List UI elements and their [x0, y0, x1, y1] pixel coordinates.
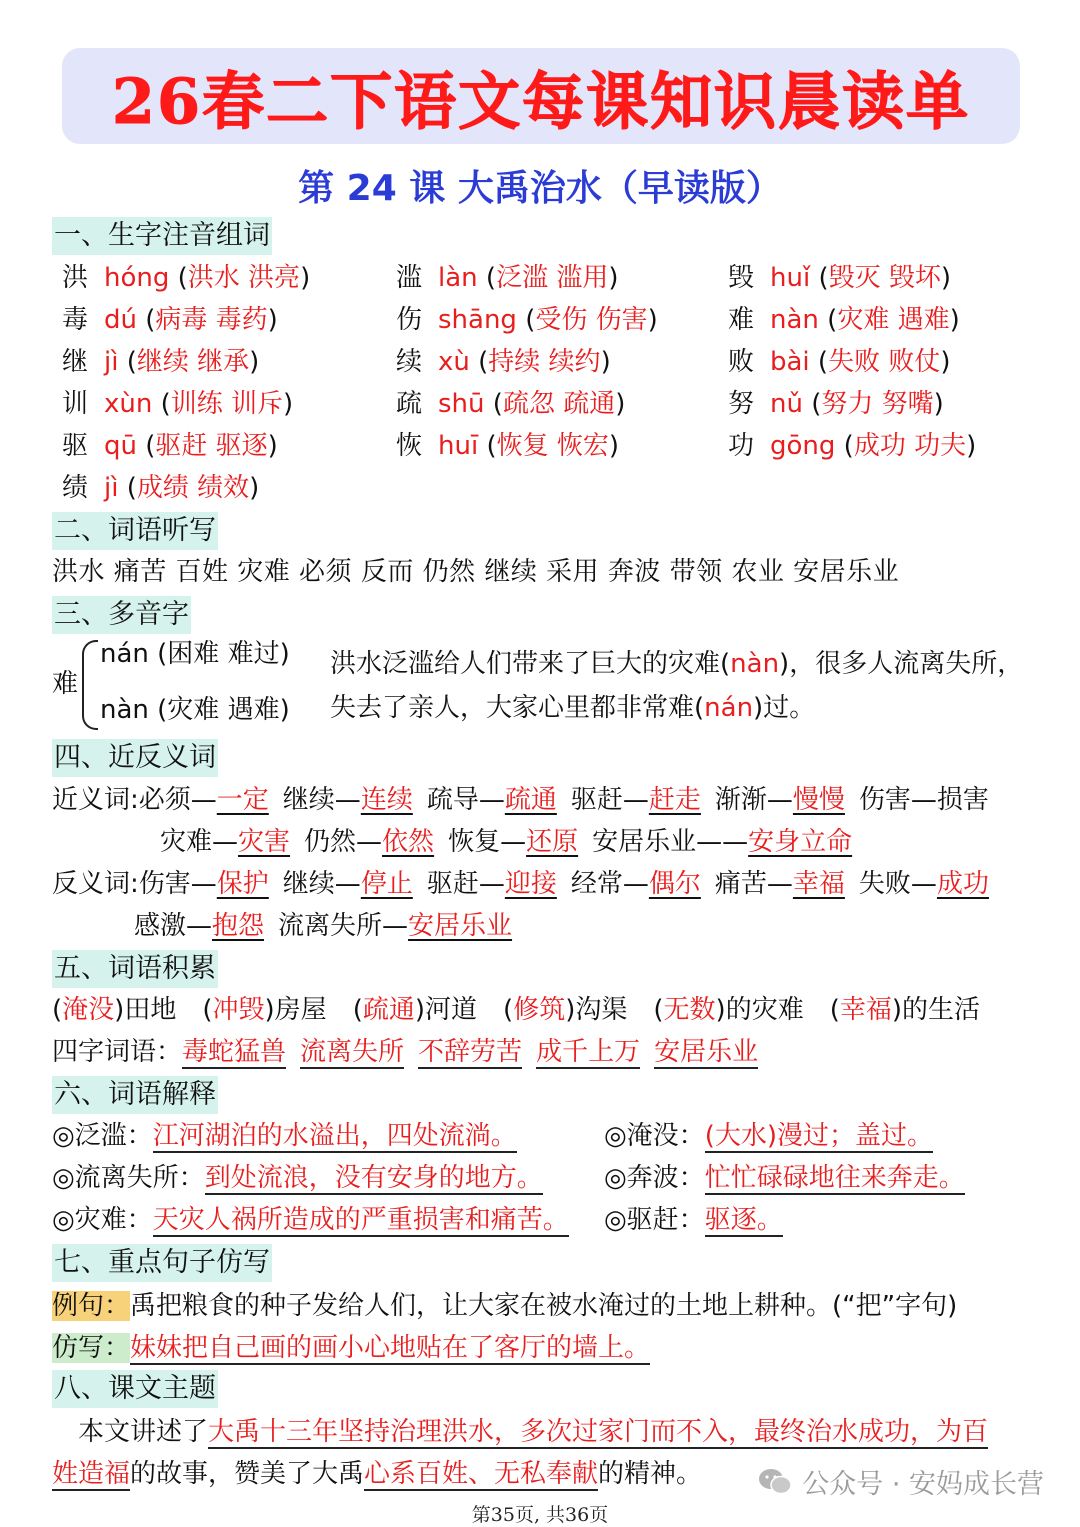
char-entry [62, 260, 310, 296]
word: 流离失所— [278, 911, 409, 941]
char-entry [396, 344, 611, 380]
char-entry [728, 386, 944, 422]
definition: 江河湖泊的水溢出，四处流淌。 [152, 1121, 517, 1151]
definition: 到处流浪，没有安身的地方。 [204, 1163, 543, 1193]
paren: ( [152, 389, 171, 419]
antonyms-line-1 [52, 866, 1003, 902]
character: 伤 [396, 305, 423, 335]
word-accumulation-line [52, 992, 1006, 1028]
synonym-pair [139, 785, 269, 815]
watermark-text: 公众号 · 安妈成长营 [802, 1469, 1044, 1500]
character: 驱 [62, 431, 89, 461]
character: 训 [62, 389, 89, 419]
theme-line-2 [52, 1456, 702, 1492]
character: 疏 [396, 389, 423, 419]
paren: ) [264, 995, 275, 1025]
paren: ) [615, 389, 626, 419]
word: 的灾难 [725, 995, 804, 1025]
example-words: 受伤 伤害 [535, 305, 648, 335]
pinyin: hóng [104, 263, 170, 293]
word: 感激— [134, 911, 213, 941]
paren: ( [484, 389, 503, 419]
idiom: 不辞劳苦 [418, 1037, 523, 1067]
paren: ( [52, 995, 63, 1025]
paren: ) [940, 263, 952, 293]
word: 田地 [124, 995, 177, 1025]
theme-text: 本文讲述了 [78, 1417, 209, 1447]
polyphone-reading-1 [100, 636, 290, 672]
example-words: 泛滥 滥用 [496, 263, 609, 293]
word: 渐渐— [714, 785, 793, 815]
idiom-line [52, 1034, 772, 1070]
title-part-1: 26春二下语文 [111, 64, 523, 138]
paren: ) [891, 995, 903, 1025]
antonym-pair [134, 911, 264, 941]
imitation-text: 妹妹把自己画的画小心地贴在了客厅的墙上。 [130, 1333, 651, 1363]
pinyin: huī [438, 431, 479, 461]
words: (灾难 遇难) [157, 695, 290, 725]
word: 驱赶— [570, 785, 649, 815]
pinyin: nán [100, 639, 149, 669]
answer-word: 安居乐业 [408, 911, 513, 941]
antonym-pair [427, 869, 557, 899]
paren: ) [267, 305, 278, 335]
paren: ( [653, 995, 664, 1025]
answer-word: 保护 [216, 869, 269, 899]
character: 续 [396, 347, 423, 377]
synonym-pair [160, 827, 290, 857]
definition-row [52, 1202, 569, 1238]
example-label: 例句： [52, 1291, 131, 1321]
synonym-pair [304, 827, 434, 857]
answer-word: 疏通 [504, 785, 557, 815]
imitation-label: 仿写： [52, 1333, 131, 1363]
definition-row [52, 1160, 543, 1196]
example-words: 继续 继承 [136, 347, 250, 377]
collocation [830, 995, 980, 1025]
page-number: 第35页, 共36页 [471, 1504, 609, 1526]
pinyin: huǐ [770, 263, 811, 293]
answer-word: 停止 [360, 869, 413, 899]
section-4-heading: 四、近反义词 [52, 739, 218, 777]
word: 灾难— [160, 827, 239, 857]
character: 继 [62, 347, 89, 377]
collocation [653, 995, 803, 1025]
idiom: 流离失所 [300, 1037, 405, 1067]
collocation [202, 995, 326, 1025]
definition: 天灾人祸所造成的严重损害和痛苦。 [152, 1205, 569, 1235]
term: ◎奔波： [604, 1163, 705, 1193]
paren: ) [267, 431, 278, 461]
collocation [503, 995, 627, 1025]
word: 经常— [570, 869, 649, 899]
paren: ( [118, 347, 137, 377]
word: 伤害— [138, 869, 217, 899]
definition-row [604, 1202, 783, 1238]
title-part-2: 每课知识晨读单 [522, 64, 971, 138]
answer-word: 还原 [526, 827, 579, 857]
example-words: 灾难 遇难 [837, 305, 950, 335]
char-entry [62, 470, 259, 506]
char-entry [396, 302, 658, 338]
polyphone-char: 难 [52, 669, 79, 699]
example-words: 恢复 恢宏 [496, 431, 609, 461]
antonym-pair [283, 869, 413, 899]
brace [82, 640, 98, 730]
example-words: 驱赶 驱逐 [155, 431, 268, 461]
section-3-heading: 三、多音字 [52, 596, 191, 634]
synonym-pair [715, 785, 845, 815]
synonyms-line-1 [52, 782, 1003, 818]
paren: ( [809, 347, 829, 377]
character: 绩 [62, 473, 89, 503]
theme-answer: 心系百姓、无私奉献 [364, 1459, 599, 1489]
pinyin: nǔ [770, 389, 803, 419]
term: ◎淹没： [604, 1121, 705, 1151]
idiom: 成千上万 [536, 1037, 641, 1067]
antonym-pair [278, 911, 512, 941]
word: 继续— [282, 869, 361, 899]
pinyin: jì [104, 473, 119, 503]
page-title [62, 48, 1020, 144]
answer-word: 灾害 [238, 827, 291, 857]
paren: ) [114, 995, 125, 1025]
char-entry [396, 428, 619, 464]
paren: ( [352, 995, 363, 1025]
antonym-pair [715, 869, 845, 899]
paren: ) [608, 263, 619, 293]
pinyin: qū [104, 431, 137, 461]
paren: ) [565, 995, 576, 1025]
term: ◎流离失所： [52, 1163, 205, 1193]
paren: ) [933, 389, 944, 419]
character: 毁 [728, 263, 755, 293]
answer-word: 偶尔 [648, 869, 701, 899]
paren: ( [503, 995, 514, 1025]
example-words: 训练 训斥 [170, 389, 284, 419]
paren: ( [477, 263, 497, 293]
paren: ) [600, 347, 611, 377]
lesson-subtitle: 第 24 课 大禹治水（早读版） [298, 168, 782, 209]
answer-word: 慢慢 [792, 785, 845, 815]
section-6-heading: 六、词语解释 [52, 1076, 218, 1114]
answer-word: 依然 [382, 827, 435, 857]
answer-word: 幸福 [792, 869, 845, 899]
antonym-pair [859, 869, 989, 899]
character: 洪 [62, 263, 89, 293]
paren: ) [249, 347, 260, 377]
character: 难 [728, 305, 755, 335]
paren: ( [202, 995, 213, 1025]
answer-word: 迎接 [504, 869, 557, 899]
paren: ) [949, 305, 960, 335]
pinyin: shū [438, 389, 485, 419]
example-words: 疏忽 疏通 [502, 389, 616, 419]
sentence-text: )，很多人流离失所， [779, 649, 1024, 679]
answer-word: 安身立命 [748, 827, 853, 857]
character: 功 [728, 431, 755, 461]
paren: ( [818, 305, 838, 335]
character: 败 [728, 347, 755, 377]
paren: ) [249, 473, 260, 503]
synonym-pair [448, 827, 578, 857]
word: 仍然— [304, 827, 383, 857]
theme-line-1 [78, 1414, 988, 1450]
paren: ( [118, 473, 137, 503]
paren: ( [136, 431, 156, 461]
theme-answer: 姓造福 [52, 1459, 131, 1489]
example-words: 努力 努嘴 [821, 389, 934, 419]
character: 滥 [396, 263, 423, 293]
example-words: 洪水 洪亮 [187, 263, 301, 293]
paren: ) [283, 389, 294, 419]
example-words: 毁灭 毁坏 [828, 263, 941, 293]
definition: (大水)漫过；盖过。 [704, 1121, 933, 1151]
paren: ) [966, 431, 977, 461]
section-8-heading: 八、课文主题 [52, 1370, 218, 1408]
example-words: 失败 败仗 [828, 347, 941, 377]
collocation [52, 995, 176, 1025]
term: ◎驱赶： [604, 1205, 705, 1235]
theme-text: 的故事，赞美了大禹 [130, 1459, 365, 1489]
paren: ( [169, 263, 188, 293]
paren: ) [715, 995, 726, 1025]
example-sentence-row [52, 1286, 957, 1326]
char-entry [396, 260, 618, 296]
pinyin-answer: nán [704, 693, 754, 723]
paren: ) [647, 305, 658, 335]
char-entry [62, 386, 293, 422]
paren: ) [414, 995, 426, 1025]
paren: ( [810, 263, 829, 293]
antonyms-line-2 [134, 908, 526, 944]
synonym-pair [427, 785, 557, 815]
paren: ( [136, 305, 156, 335]
idiom: 毒蛇猛兽 [182, 1037, 287, 1067]
word: 河道 [425, 995, 478, 1025]
antonym-pair [139, 869, 269, 899]
answer-word: 一定 [216, 785, 269, 815]
pinyin: xù [438, 347, 470, 377]
example-words: 成功 功夫 [853, 431, 967, 461]
collocation [353, 995, 477, 1025]
idiom-label: 四字词语： [52, 1037, 183, 1067]
answer-word: 抱怨 [212, 911, 265, 941]
antonym-label: 反义词: [52, 869, 139, 899]
term: ◎灾难： [52, 1205, 153, 1235]
pinyin: làn [438, 263, 478, 293]
paren: ( [478, 431, 497, 461]
word: 痛苦— [714, 869, 793, 899]
char-entry [728, 428, 976, 464]
word: 沟渠 [575, 995, 628, 1025]
char-entry [396, 386, 625, 422]
imitation-row [52, 1328, 650, 1368]
watermark [758, 1462, 1044, 1501]
sentence-text: 失去了亲人，大家心里都非常难( [330, 693, 705, 723]
synonym-pair [283, 785, 413, 815]
word: 必须— [138, 785, 217, 815]
char-entry [728, 344, 951, 380]
answer-word: 淹没 [62, 995, 115, 1025]
word: 继续— [282, 785, 361, 815]
paren: ( [802, 389, 822, 419]
pinyin: xùn [104, 389, 153, 419]
definition-row [52, 1118, 517, 1154]
dictation-words: 洪水 痛苦 百姓 灾难 必须 反而 仍然 继续 采用 奔波 带领 农业 安居乐业 [52, 557, 900, 587]
synonym-pair [592, 827, 852, 857]
term: ◎泛滥： [52, 1121, 153, 1151]
theme-answer: 大禹十三年坚持治理洪水，多次过家门而不入，最终治水成功，为百 [208, 1417, 989, 1447]
synonyms-line-2 [160, 824, 866, 860]
word: 安居乐业—— [592, 827, 749, 857]
char-entry [62, 428, 278, 464]
word: 的生活 [902, 995, 981, 1025]
sentence-text: 洪水泛滥给人们带来了巨大的灾难( [330, 649, 731, 679]
pinyin: nàn [770, 305, 819, 335]
character: 毒 [62, 305, 89, 335]
pinyin: gōng [770, 431, 836, 461]
answer-word: 赶走 [648, 785, 701, 815]
paren: ) [608, 431, 620, 461]
paren: ( [469, 347, 489, 377]
words: (困难 难过) [157, 639, 290, 669]
word: 驱赶— [426, 869, 505, 899]
char-entry [728, 302, 960, 338]
paren: ) [940, 347, 951, 377]
section-2-heading: 二、词语听写 [52, 512, 218, 550]
definition-row [604, 1160, 965, 1196]
answer-word: 疏通 [362, 995, 415, 1025]
antonym-pair [571, 869, 701, 899]
char-entry [62, 344, 259, 380]
char-entry [728, 260, 951, 296]
paren: ( [516, 305, 536, 335]
word: 伤害—损害 [858, 785, 989, 815]
definition-row [604, 1118, 933, 1154]
example-words: 持续 续约 [488, 347, 601, 377]
character: 努 [728, 389, 755, 419]
answer-word: 幸福 [839, 995, 892, 1025]
pinyin: shāng [438, 305, 517, 335]
section-7-heading: 七、重点句子仿写 [52, 1244, 272, 1282]
section-5-heading: 五、词语积累 [52, 950, 218, 988]
definition: 忙忙碌碌地往来奔走。 [704, 1163, 965, 1193]
paren: ) [300, 263, 311, 293]
polyphone-reading-2 [100, 692, 290, 728]
answer-word: 无数 [663, 995, 716, 1025]
polyphone-sentence-2 [330, 690, 815, 726]
answer-word: 成功 [936, 869, 989, 899]
char-entry [62, 302, 278, 338]
theme-text: 的精神。 [598, 1459, 703, 1489]
answer-word: 冲毁 [212, 995, 265, 1025]
definition: 驱逐。 [704, 1205, 783, 1235]
answer-word: 修筑 [513, 995, 566, 1025]
synonym-label: 近义词: [52, 785, 139, 815]
answer-word: 连续 [360, 785, 413, 815]
character: 恢 [396, 431, 423, 461]
pinyin: jì [104, 347, 119, 377]
synonym-pair [859, 785, 989, 815]
example-text: 禹把粮食的种子发给人们，让大家在被水淹过的土地上耕种。(“把”字句) [130, 1291, 958, 1321]
word: 恢复— [448, 827, 527, 857]
word: 失败— [858, 869, 937, 899]
section-1-heading: 一、生字注音组词 [52, 217, 272, 255]
paren: ( [829, 995, 840, 1025]
example-words: 病毒 毒药 [155, 305, 268, 335]
pinyin: bài [770, 347, 810, 377]
word: 疏导— [426, 785, 505, 815]
polyphone-sentence-1 [330, 646, 1023, 682]
word: 房屋 [274, 995, 327, 1025]
example-words: 成绩 绩效 [136, 473, 250, 503]
idiom: 安居乐业 [654, 1037, 759, 1067]
synonym-pair [571, 785, 701, 815]
pinyin: nàn [100, 695, 149, 725]
paren: ( [835, 431, 854, 461]
pinyin-answer: nàn [730, 649, 780, 679]
wechat-icon [758, 1468, 792, 1496]
sentence-text: )过。 [753, 693, 816, 723]
pinyin: dú [104, 305, 137, 335]
